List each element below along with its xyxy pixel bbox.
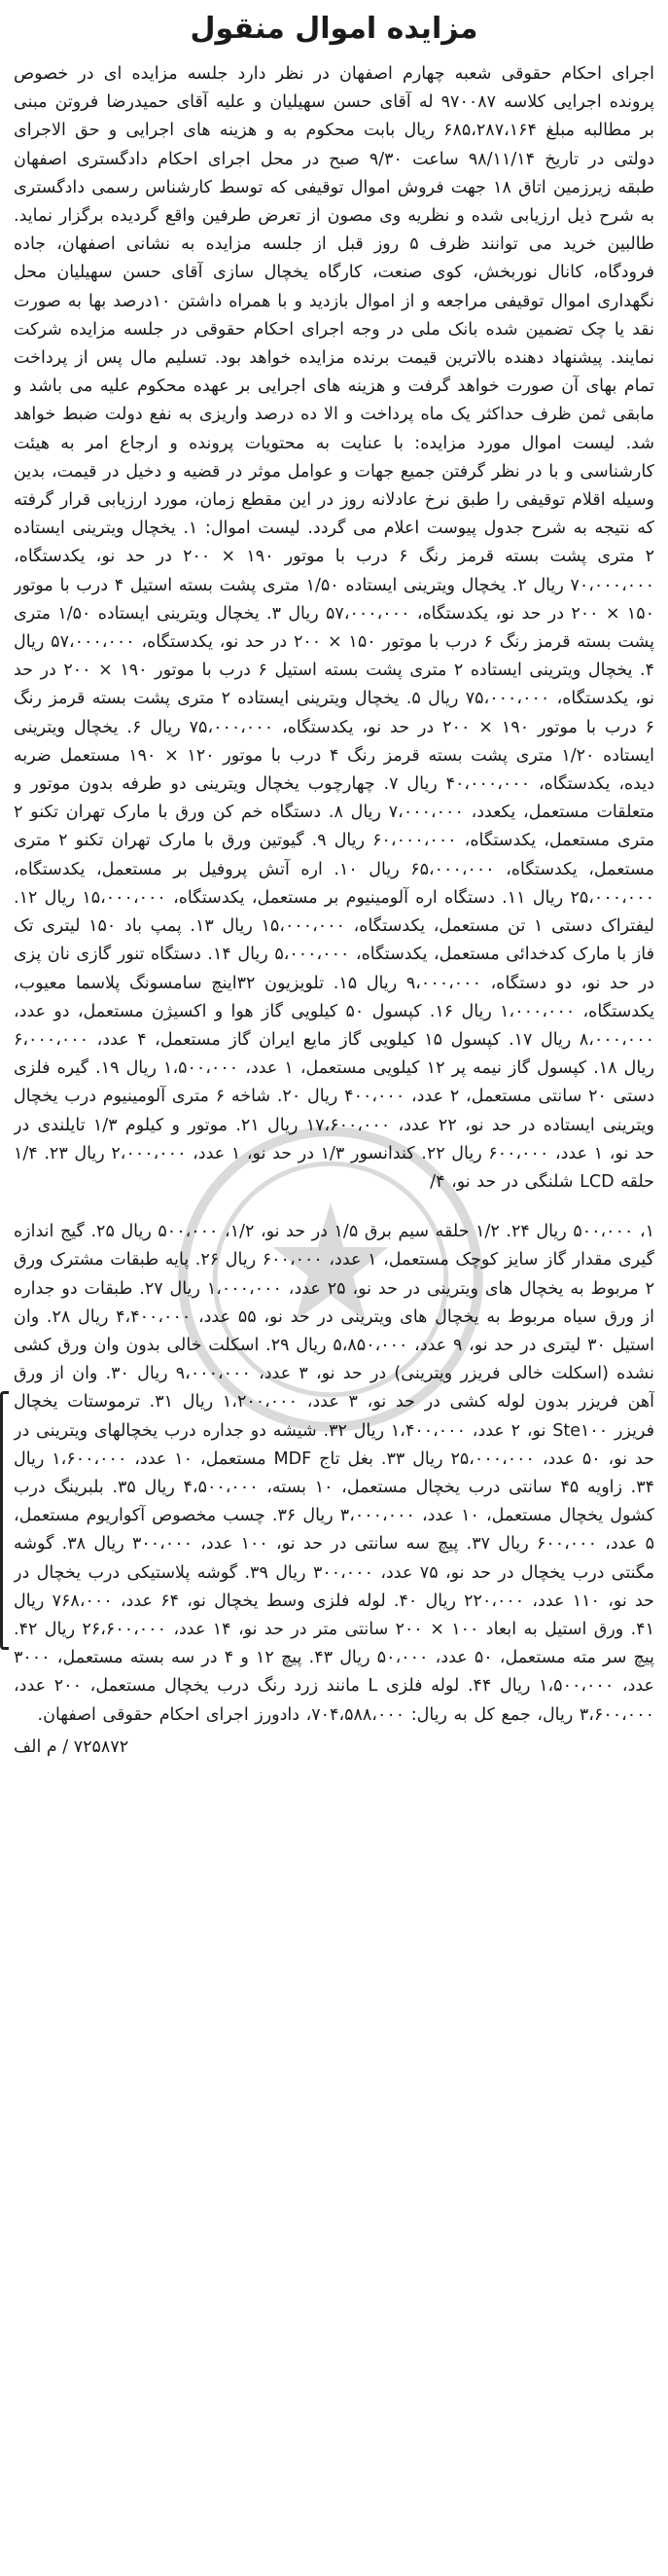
scan-edge-bracket xyxy=(0,1391,9,1650)
auction-notice xyxy=(8,0,660,2576)
notice-body xyxy=(14,60,654,1730)
notice-paragraph-2: ۱، ۵۰۰،۰۰۰ ریال ۲۴. ۱/۲ حلقه سیم برق ۱/۵ در حد نو، ۱/۲، ۵۰۰،۰۰۰ ریال ۲۵. گیج اندازه گیری مقدار گاز سایز کوچک مستعمل، ۱ عدد، ۶۰۰،۰۰۰ ریال ۲۶. پایه طبقات مشترک ورق ۲ مربوط به یخچال های ویترینی در حد نو، ۲۵ عدد، ۱،۰۰۰،۰۰۰ ریال ۲۷. طبقات دو جداره از ورق سیاه مربوط به یخچال های ویترینی در حد نو، ۵۵ عدد، ۴،۴۰۰،۰۰۰ ریال ۲۸. وان استیل ۳۰ لیتری در حد نو، ۹ عدد، ۵،۸۵۰،۰۰۰ ریال ۲۹. اسکلت خالی بدون وان ورق کشی نشده (اسکلت خالی فریزر ویترینی) در حد نو، ۳ عدد، ۹،۰۰۰،۰۰۰ ریال ۳۰. وان از ورق آهن فریزر بدون لوله کشی در حد نو، ۳ عدد، ۱،۲۰۰،۰۰۰ ریال ۳۱. ترموستات یخچال فریزر Ste۱۰۰ نو، ۲ عدد، ۱،۴۰۰،۰۰۰ ریال ۳۲. شیشه دو جداره درب یخچالهای ویترینی در حد نو، ۵۰ عدد، ۲۵،۰۰۰،۰۰۰ ریال ۳۳. بغل تاج MDF مستعمل، ۱۰ عدد، ۱،۶۰۰،۰۰۰ ریال ۳۴. زاویه ۴۵ سانتی درب یخچال مستعمل، ۱۰ بسته، ۴،۵۰۰،۰۰۰ ریال ۳۵. بلبرینگ درب کشول یخچال مستعمل، ۱۰ عدد، ۳،۰۰۰،۰۰۰ ریال ۳۶. چسب مخصوص آکواریوم مستعمل، ۵ عدد، ۶۰۰،۰۰۰ ریال ۳۷. پیچ سه سانتی در حد نو، ۱۰۰ عدد، ۳۰۰،۰۰۰ ریال ۳۸. گوشه مگنتی درب یخچال در حد نو، ۷۵ عدد، ۳۰۰،۰۰۰ ریال ۳۹. گوشه پلاستیکی درب یخچال در حد نو، ۱۱۰ عدد، ۲۲۰،۰۰۰ ریال ۴۰. لوله فلزی وسط یخچال نو، ۶۴ عدد، ۷۶۸،۰۰۰ ریال ۴۱. ورق استیل به ابعاد ۱۰۰ × ۲۰۰ سانتی متر در حد نو، ۱۴ عدد، ۲۶،۶۰۰،۰۰۰ ریال ۴۲. پیچ سر مته مستعمل، ۵۰ عدد، ۵۰،۰۰۰ ریال ۴۳. پیچ ۱۲ و ۴ در سه بسته مستعمل، ۳۰۰۰ عدد، ۱،۵۰۰،۰۰۰ ریال ۴۴. لوله فلزی L مانند زرد رنگ درب یخچال مستعمل، ۲۰۰ عدد، ۳،۶۰۰،۰۰۰ ریال، جمع کل به ریال: ۷۰۴،۵۸۸،۰۰۰، دادورز اجرای احکام حقوقی اصفهان. xyxy=(14,1222,654,1725)
notice-paragraph-1: اجرای احکام حقوقی شعبه چهارم اصفهان در نظر دارد جلسه مزایده ای در خصوص پرونده اجرایی کلاسه ۹۷۰۰۸۷ له آقای حسن سهیلیان و علیه آقای حمیدرضا فروتن مبنی بر مطالبه مبلغ ۶۸۵،۲۸۷،۱۶۴ ریال بابت محکوم به و هزینه های اجرایی و حق الاجرای دولتی در تاریخ ۹۸/۱۱/۱۴ ساعت ۹/۳۰ صبح در محل اجرای احکام دادگستری اصفهان طبقه زیرزمین اتاق ۱۸ جهت فروش اموال توقیفی که توسط کارشناس رسمی دادگستری به شرح ذیل ارزیابی شده و نظریه وی مصون از تعرض طرفین واقع گردیده برگزار نماید. طالبین خرید می توانند ظرف ۵ روز قبل از جلسه مزایده به نشانی اصفهان، جاده فرودگاه، کانال نوربخش، کوی صنعت، کارگاه یخچال سازی آقای حسن سهیلیان محل نگهداری اموال توقیفی مراجعه و از اموال بازدید و با همراه داشتن ۱۰درصد بها به صورت نقد یا چک تضمین شده بانک ملی در وجه اجرای احکام حقوقی در جلسه مزایده شرکت نمایند. پیشنهاد دهنده بالاترین قیمت برنده مزایده خواهد بود. تسلیم مال پس از پرداخت تمام بهای آن صورت خواهد گرفت و هزینه های اجرایی بر عهده محکوم علیه می باشد و مابقی ثمن ظرف حداکثر یک ماه پرداخت و الا ده درصد واریزی به نفع دولت ضبط خواهد شد. لیست اموال مورد مزایده: با عنایت به محتویات پرونده و ارجاع امر به هیئت کارشناسی و با در نظر گرفتن جمیع جهات و عوامل موثر در قضیه و دخیل در قیمت، بدین وسیله اقلام توقیفی را طبق نرخ عادلانه روز در این مقطع زمان، مورد ارزیابی قرار گرفته که نتیجه به شرح جدول پیوست اعلام می گردد. لیست اموال: ۱. یخچال ویترینی ایستاده ۲ متری پشت بسته قرمز رنگ ۶ درب با موتور ۱۹۰ × ۲۰۰ در حد نو، یکدستگاه، ۷۰،۰۰۰،۰۰۰ ریال ۲. یخچال ویترینی ایستاده ۱/۵۰ متری پشت بسته استیل ۴ درب با موتور ۱۵۰ × ۲۰۰ در حد نو، یکدستگاه، ۵۷،۰۰۰،۰۰۰ ریال ۳. یخچال ویترینی ایستاده ۱/۵۰ متری پشت بسته قرمز رنگ ۶ درب با موتور ۱۵۰ × ۲۰۰ در حد نو، یکدستگاه، ۵۷،۰۰۰،۰۰۰ ریال ۴. یخچال ویترینی ایستاده ۲ متری پشت بسته استیل ۶ درب با موتور ۱۹۰ × ۲۰۰ در حد نو، یکدستگاه، ۷۵،۰۰۰،۰۰۰ ریال ۵. یخچال ویترینی ایستاده ۲ متری پشت بسته قرمز رنگ ۶ درب با موتور ۱۹۰ × ۲۰۰ در حد نو، یکدستگاه، ۷۵،۰۰۰،۰۰۰ ریال ۶. یخچال ویترینی ایستاده ۱/۲۰ متری پشت بسته قرمز رنگ ۴ درب با موتور ۱۲۰ × ۱۹۰ مستعمل ضربه دیده، یکدستگاه، ۴۰،۰۰۰،۰۰۰ ریال ۷. چهارچوب یخچال ویترینی دو طرفه بدون موتور و متعلقات مستعمل، یکعدد، ۷،۰۰۰،۰۰۰ ریال ۸. دستگاه خم کن ورق با مارک تهران تکنو ۲ متری مستعمل، یکدستگاه، ۶۰،۰۰۰،۰۰۰ ریال ۹. گیوتین ورق با مارک تهران تکنو ۲ متری مستعمل، یکدستگاه، ۶۵،۰۰۰،۰۰۰ ریال ۱۰. اره آتش پروفیل بر مستعمل، یکدستگاه، ۲۵،۰۰۰،۰۰۰ ریال ۱۱. دستگاه اره آلومینیوم بر مستعمل، یکدستگاه، ۱۵،۰۰۰،۰۰۰ ریال ۱۲. لیفتراک دستی ۱ تن مستعمل، یکدستگاه، ۱۵،۰۰۰،۰۰۰ ریال ۱۳. پمپ باد ۱۵۰ لیتری تک فاز با مارک کدخدائی مستعمل، یکدستگاه، ۵،۰۰۰،۰۰۰ ریال ۱۴. دستگاه تنور گازی نان پزی در حد نو، دو دستگاه، ۹،۰۰۰،۰۰۰ ریال ۱۵. تلویزیون ۳۲اینچ سامسونگ پلاسما معیوب، یکدستگاه، ۱،۰۰۰،۰۰۰ ریال ۱۶. کپسول ۵۰ کیلویی گاز هوا و اکسیژن مستعمل، دو عدد، ۸،۰۰۰،۰۰۰ ریال ۱۷. کپسول ۱۵ کیلویی گاز مایع ایران گاز مستعمل، ۴ عدد، ۶،۰۰۰،۰۰۰ ریال ۱۸. کپسول گاز نیمه پر ۱۲ کیلویی مستعمل، ۱ عدد، ۱،۵۰۰،۰۰۰ ریال ۱۹. گیره فلزی دستی ۲۰ سانتی مستعمل، ۲ عدد، ۴۰۰،۰۰۰ ریال ۲۰. شاخه ۶ متری آلومینیوم درب یخچال ویترینی ایستاده در حد نو، ۲۲ عدد، ۱۷،۶۰۰،۰۰۰ ریال ۲۱. موتور و کیلوم ۱/۳ تایلندی در حد نو، ۱ عدد، ۶۰۰،۰۰۰ ریال ۲۲. کندانسور ۱/۳ در حد نو، ۱ عدد، ۲،۰۰۰،۰۰۰ ریال ۲۳. ۱/۴ حلقه LCD شلنگی در حد نو، ۴/ xyxy=(14,64,654,1192)
notice-title: مزایده اموال منقول xyxy=(190,12,478,46)
notice-reference: ۷۲۵۸۷۲ / م الف xyxy=(14,1736,129,1757)
